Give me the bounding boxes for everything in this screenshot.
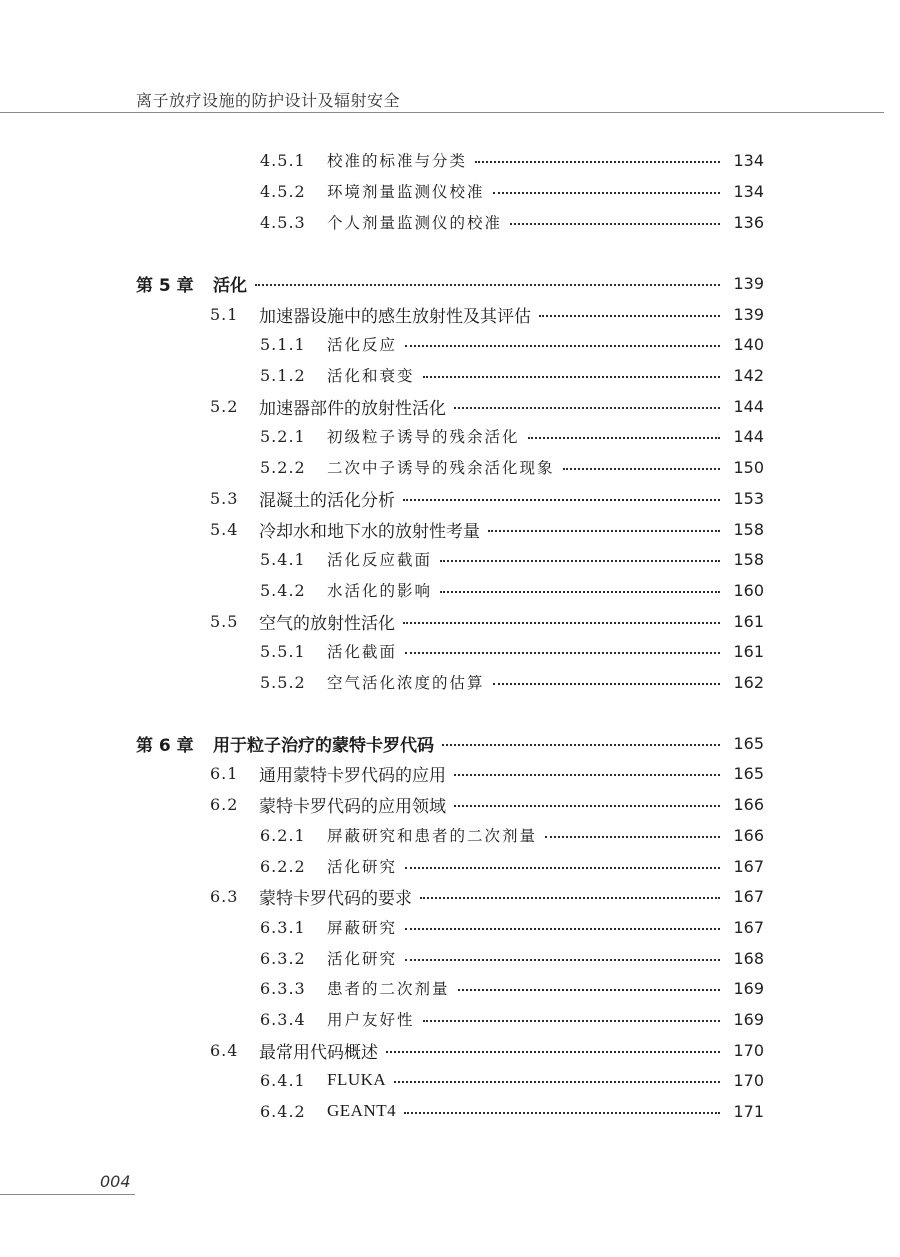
dot-leader xyxy=(423,1020,720,1022)
toc-entry-number: 6.2.2 xyxy=(260,856,306,876)
toc-entry[interactable] xyxy=(0,394,764,418)
dot-leader xyxy=(454,774,720,776)
toc-entry-number: 5.2 xyxy=(210,396,239,416)
toc-entry-title: 用户友好性 xyxy=(327,1011,415,1029)
toc-entry[interactable] xyxy=(0,1038,764,1062)
toc-entry-page: 167 xyxy=(733,886,764,906)
dot-leader xyxy=(493,192,720,194)
toc-entry-page: 139 xyxy=(733,304,764,324)
toc-entry-page: 162 xyxy=(733,672,764,692)
toc-entry[interactable] xyxy=(0,976,764,1000)
toc-entry-number: 5.3 xyxy=(210,488,239,508)
toc-entry-page: 169 xyxy=(733,1009,764,1029)
toc-entry-title: 二次中子诱导的残余活化现象 xyxy=(327,459,555,477)
toc-entry-title: 最常用代码概述 xyxy=(259,1042,378,1063)
toc-entry-page: 158 xyxy=(733,549,764,569)
toc-entry[interactable] xyxy=(0,670,764,694)
toc-entry-number: 6.3.3 xyxy=(260,978,306,998)
dot-leader xyxy=(442,744,720,746)
toc-entry-page: 150 xyxy=(733,457,764,477)
toc-entry-page: 140 xyxy=(733,334,764,354)
toc-entry[interactable] xyxy=(0,946,764,970)
toc-entry-page: 144 xyxy=(733,396,764,416)
toc-entry-title: 活化反应 xyxy=(327,336,398,354)
toc-entry-number: 6.3.4 xyxy=(260,1009,306,1029)
toc-entry-number: 4.5.3 xyxy=(260,212,306,232)
toc-entry-number: 5.2.2 xyxy=(260,457,306,477)
toc-entry[interactable] xyxy=(0,1007,764,1031)
toc-chapter-entry[interactable] xyxy=(0,271,764,295)
toc-entry-page: 134 xyxy=(733,150,764,170)
toc-entry-number: 5.1.1 xyxy=(260,334,306,354)
toc-entry-title: 通用蒙特卡罗代码的应用 xyxy=(259,765,446,786)
toc-chapter-entry[interactable] xyxy=(0,731,764,755)
dot-leader xyxy=(405,345,720,347)
toc-entry[interactable] xyxy=(0,517,764,541)
header-rule xyxy=(0,112,884,113)
running-title: 离子放疗设施的防护设计及辐射安全 xyxy=(136,91,401,110)
toc-entry-page: 134 xyxy=(733,181,764,201)
toc-entry[interactable] xyxy=(0,823,764,847)
toc-entry-title: 冷却水和地下水的放射性考量 xyxy=(259,521,480,542)
toc-entry[interactable] xyxy=(0,148,764,172)
toc-entry-page: 165 xyxy=(733,763,764,783)
toc-entry-title: 患者的二次剂量 xyxy=(327,980,450,998)
toc-entry-page: 166 xyxy=(733,825,764,845)
toc-entry-number: 6.3.2 xyxy=(260,948,306,968)
toc-entry-page: 165 xyxy=(733,733,764,753)
dot-leader xyxy=(458,989,720,991)
toc-entry[interactable] xyxy=(0,210,764,234)
toc-entry-number: 第 5 章 xyxy=(136,275,194,296)
toc-entry-page: 170 xyxy=(733,1040,764,1060)
toc-entry-title: 混凝土的活化分析 xyxy=(259,490,395,511)
dot-leader xyxy=(403,499,720,501)
toc-entry-title: 蒙特卡罗代码的要求 xyxy=(259,888,412,909)
dot-leader xyxy=(454,805,720,807)
toc-entry-title: 活化研究 xyxy=(327,858,398,876)
toc-entry-title: 水活化的影响 xyxy=(327,582,433,600)
toc-entry[interactable] xyxy=(0,424,764,448)
toc-entry[interactable] xyxy=(0,1099,764,1123)
toc-entry-page: 168 xyxy=(733,948,764,968)
toc-entry-number: 5.5.1 xyxy=(260,641,306,661)
toc-entry-title: 环境剂量监测仪校准 xyxy=(327,183,485,201)
toc-entry-page: 139 xyxy=(733,273,764,293)
toc-entry-number: 6.1 xyxy=(210,763,239,783)
toc-entry-number: 6.3.1 xyxy=(260,917,306,937)
toc-entry-title: 用于粒子治疗的蒙特卡罗代码 xyxy=(213,735,434,756)
dot-leader xyxy=(510,223,720,225)
dot-leader xyxy=(423,376,720,378)
toc-entry-page: 153 xyxy=(733,488,764,508)
toc-entry[interactable] xyxy=(0,609,764,633)
toc-entry-title: GEANT4 xyxy=(327,1101,397,1120)
toc-entry-title: 蒙特卡罗代码的应用领域 xyxy=(259,796,446,817)
footer-rule xyxy=(0,1194,135,1195)
toc-entry[interactable] xyxy=(0,854,764,878)
toc-entry-page: 144 xyxy=(733,426,764,446)
toc-entry-number: 5.4 xyxy=(210,519,239,539)
toc-entry-title: 加速器设施中的感生放射性及其评估 xyxy=(259,306,531,327)
toc-entry-page: 167 xyxy=(733,856,764,876)
toc-entry[interactable] xyxy=(0,761,764,785)
toc-entry-page: 171 xyxy=(733,1101,764,1121)
dot-leader xyxy=(563,468,720,470)
dot-leader xyxy=(386,1051,720,1053)
toc-entry-page: 160 xyxy=(733,580,764,600)
toc-entry[interactable] xyxy=(0,332,764,356)
dot-leader xyxy=(405,959,720,961)
toc-entry-page: 161 xyxy=(733,611,764,631)
page-number: 004 xyxy=(100,1172,131,1191)
toc-entry[interactable] xyxy=(0,915,764,939)
toc-entry-title: 屏蔽研究 xyxy=(327,919,398,937)
dot-leader xyxy=(403,622,720,624)
toc-entry[interactable] xyxy=(0,455,764,479)
toc-entry-number: 4.5.2 xyxy=(260,181,306,201)
toc-entry[interactable] xyxy=(0,1068,764,1092)
toc-entry-number: 4.5.1 xyxy=(260,150,306,170)
toc-entry-title: 初级粒子诱导的残余活化 xyxy=(327,428,520,446)
toc-entry-title: 屏蔽研究和患者的二次剂量 xyxy=(327,827,538,845)
dot-leader xyxy=(475,161,720,163)
toc-entry[interactable] xyxy=(0,179,764,203)
dot-leader xyxy=(488,530,720,532)
toc-entry-title: 空气活化浓度的估算 xyxy=(327,674,485,692)
toc-entry-title: 空气的放射性活化 xyxy=(259,613,395,634)
toc-entry-page: 142 xyxy=(733,365,764,385)
dot-leader xyxy=(493,683,720,685)
toc-entry-number: 5.1.2 xyxy=(260,365,306,385)
toc-entry[interactable] xyxy=(0,884,764,908)
toc-entry-title: 个人剂量监测仪的校准 xyxy=(327,214,503,232)
toc-entry[interactable] xyxy=(0,578,764,602)
toc-entry-title: 校准的标准与分类 xyxy=(327,152,468,170)
toc-entry-number: 5.5 xyxy=(210,611,239,631)
toc-entry-number: 5.1 xyxy=(210,304,239,324)
dot-leader xyxy=(440,560,720,562)
dot-leader xyxy=(255,284,720,286)
toc-entry-title: 活化 xyxy=(213,275,247,296)
toc-entry[interactable] xyxy=(0,363,764,387)
toc-entry-page: 166 xyxy=(733,794,764,814)
dot-leader xyxy=(405,652,720,654)
toc-entry-title: FLUKA xyxy=(327,1070,387,1089)
toc-entry-number: 5.4.1 xyxy=(260,549,306,569)
toc-entry-page: 170 xyxy=(733,1070,764,1090)
toc-entry[interactable] xyxy=(0,792,764,816)
toc-entry-number: 6.4.2 xyxy=(260,1101,306,1121)
dot-leader xyxy=(440,591,720,593)
toc-entry[interactable] xyxy=(0,486,764,510)
dot-leader xyxy=(420,897,720,899)
toc-entry-number: 5.5.2 xyxy=(260,672,306,692)
dot-leader xyxy=(394,1081,720,1083)
toc-entry-number: 6.2 xyxy=(210,794,239,814)
dot-leader xyxy=(528,437,720,439)
toc-entry-title: 活化截面 xyxy=(327,643,398,661)
toc-entry-page: 161 xyxy=(733,641,764,661)
toc-entry-page: 158 xyxy=(733,519,764,539)
toc-entry-title: 加速器部件的放射性活化 xyxy=(259,398,446,419)
toc-entry-title: 活化和衰变 xyxy=(327,367,415,385)
toc-entry-number: 第 6 章 xyxy=(136,735,194,756)
toc-entry-number: 6.4.1 xyxy=(260,1070,306,1090)
toc-entry-number: 5.2.1 xyxy=(260,426,306,446)
toc-entry-page: 136 xyxy=(733,212,764,232)
dot-leader xyxy=(404,1112,720,1114)
toc-entry[interactable] xyxy=(0,547,764,571)
toc-entry-title: 活化反应截面 xyxy=(327,551,433,569)
toc-entry-title: 活化研究 xyxy=(327,950,398,968)
dot-leader xyxy=(454,407,720,409)
dot-leader xyxy=(405,928,720,930)
dot-leader xyxy=(545,836,720,838)
toc-entry-number: 6.3 xyxy=(210,886,239,906)
toc-entry-page: 169 xyxy=(733,978,764,998)
dot-leader xyxy=(405,867,720,869)
toc-entry-number: 5.4.2 xyxy=(260,580,306,600)
toc-entry-number: 6.2.1 xyxy=(260,825,306,845)
dot-leader xyxy=(539,315,720,317)
toc-entry-page: 167 xyxy=(733,917,764,937)
toc-entry[interactable] xyxy=(0,639,764,663)
toc-entry[interactable] xyxy=(0,302,764,326)
toc-entry-number: 6.4 xyxy=(210,1040,239,1060)
